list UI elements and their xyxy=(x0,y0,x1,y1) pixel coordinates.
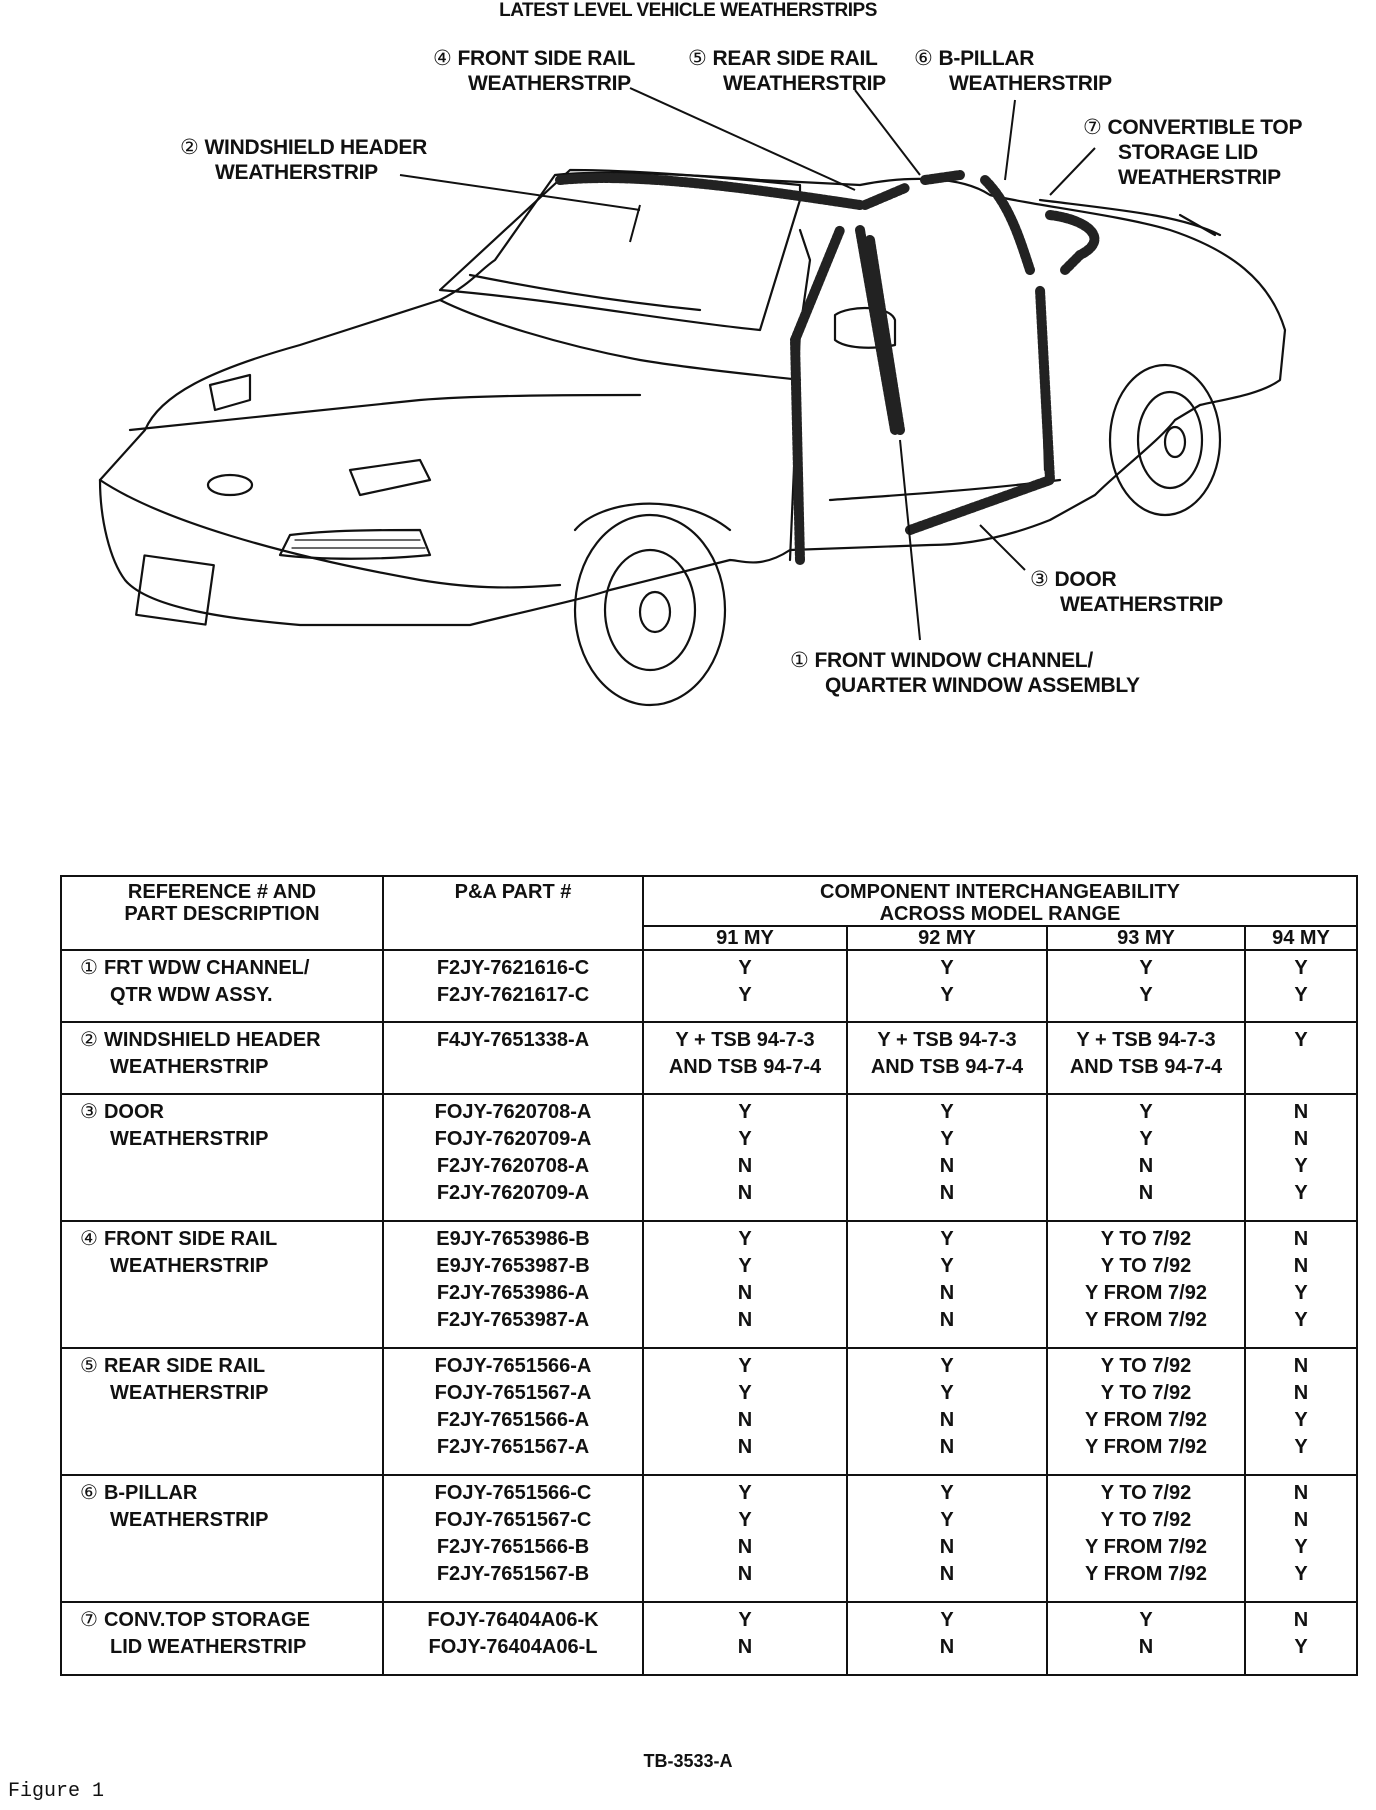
my93-cell-line: N xyxy=(1138,1155,1154,1177)
my94-cell xyxy=(1245,1348,1357,1475)
my92-cell-line: N xyxy=(939,1409,955,1431)
part-description-line xyxy=(80,1099,382,1126)
my91-cell-line: N xyxy=(737,1309,753,1331)
part-description xyxy=(61,1602,383,1675)
part-description xyxy=(61,1022,383,1094)
my94-cell-line: N xyxy=(1293,1355,1309,1377)
my93-cell xyxy=(1047,1602,1245,1675)
my94-cell-line: Y xyxy=(1294,1309,1308,1331)
reference-number: ④ xyxy=(80,1228,98,1250)
header-comp-line2: ACROSS MODEL RANGE xyxy=(879,903,1121,925)
rear-side-rail-strip xyxy=(925,175,960,180)
my92-cell-line: N xyxy=(939,1436,955,1458)
storage-lid-strip xyxy=(1050,215,1094,270)
part-description xyxy=(61,1094,383,1221)
callout-number: ⑥ xyxy=(914,47,933,70)
my94-cell xyxy=(1245,1022,1357,1094)
callout-line1: WINDSHIELD HEADER xyxy=(204,136,427,159)
my93-cell-line: Y TO 7/92 xyxy=(1100,1255,1192,1277)
reference-number: ⑦ xyxy=(80,1609,98,1631)
my92-cell-line: Y xyxy=(940,1482,954,1504)
my93-cell xyxy=(1047,1348,1245,1475)
part-number-line: F2JY-7651567-B xyxy=(436,1563,590,1585)
part-number-line: F2JY-7653987-A xyxy=(436,1309,590,1331)
my92-cell-line: N xyxy=(939,1536,955,1558)
my91-cell-line: N xyxy=(737,1563,753,1585)
callout-line1: REAR SIDE RAIL xyxy=(712,47,878,70)
callout-line2: STORAGE LID xyxy=(1118,141,1258,164)
callout-line2: WEATHERSTRIP xyxy=(468,72,631,95)
part-number-line: FOJY-7620708-A xyxy=(434,1101,592,1123)
figure-label: Figure 1 xyxy=(8,1780,105,1803)
callout-number: ② xyxy=(180,136,199,159)
part-number xyxy=(383,1475,643,1602)
my91-cell-line: Y xyxy=(738,1255,752,1277)
my91-cell xyxy=(643,1022,847,1094)
part-description-line xyxy=(80,1480,382,1507)
part-number-line: E9JY-7653987-B xyxy=(436,1255,590,1277)
part-description xyxy=(61,950,383,1022)
my92-cell-line: N xyxy=(939,1282,955,1304)
my92-cell xyxy=(847,1022,1047,1094)
my91-cell xyxy=(643,1602,847,1675)
my91-cell-line: N xyxy=(737,1536,753,1558)
my92-cell xyxy=(847,1094,1047,1221)
my92-cell-line: N xyxy=(939,1309,955,1331)
my91-cell-line: N xyxy=(737,1282,753,1304)
part-number xyxy=(383,1348,643,1475)
part-number-line: F2JY-7621617-C xyxy=(436,984,590,1006)
my91-cell-line: AND TSB 94-7-4 xyxy=(668,1056,822,1078)
part-number-line: F2JY-7620708-A xyxy=(436,1155,590,1177)
callout-front-window-channel xyxy=(790,648,1140,698)
my93-cell-line: Y FROM 7/92 xyxy=(1085,1409,1207,1431)
my93-cell-line: N xyxy=(1138,1182,1154,1204)
part-number-line: FOJY-7651567-A xyxy=(434,1382,592,1404)
callout-line2: WEATHERSTRIP xyxy=(949,72,1112,95)
part-number-line: FOJY-7620709-A xyxy=(434,1128,592,1150)
table-row xyxy=(61,950,1357,1022)
part-number-line: FOJY-7651566-A xyxy=(434,1355,592,1377)
my91-cell xyxy=(643,1475,847,1602)
callout-windshield-header xyxy=(180,135,427,185)
part-description-line xyxy=(80,1353,382,1380)
reference-number: ③ xyxy=(80,1101,98,1123)
my92-cell xyxy=(847,1221,1047,1348)
door-strip xyxy=(795,230,1050,560)
my91-cell-line: Y + TSB 94-7-3 xyxy=(675,1029,815,1051)
callout-number: ③ xyxy=(1030,568,1049,591)
header-comp-line1: COMPONENT INTERCHANGEABILITY xyxy=(820,881,1180,903)
part-description-line: WEATHERSTRIP xyxy=(110,1255,269,1277)
my94-cell-line: N xyxy=(1293,1609,1309,1631)
part-description-line xyxy=(80,955,382,982)
callout-front-side-rail xyxy=(433,46,635,96)
my91-cell-line: N xyxy=(737,1636,753,1658)
my94-cell-line: N xyxy=(1293,1101,1309,1123)
part-number-line: F2JY-7651567-A xyxy=(436,1436,590,1458)
my91-cell-line: Y xyxy=(738,1101,752,1123)
my92-cell-line: Y xyxy=(940,1355,954,1377)
part-number xyxy=(383,1022,643,1094)
my94-cell-line: Y xyxy=(1294,1436,1308,1458)
my93-cell-line: AND TSB 94-7-4 xyxy=(1069,1056,1223,1078)
my92-cell-line: Y + TSB 94-7-3 xyxy=(877,1029,1017,1051)
my92-cell xyxy=(847,950,1047,1022)
description-text: DOOR xyxy=(103,1101,164,1123)
my91-cell-line: Y xyxy=(738,1128,752,1150)
my92-cell xyxy=(847,1348,1047,1475)
my94-cell xyxy=(1245,1475,1357,1602)
part-description-line: WEATHERSTRIP xyxy=(110,1382,269,1404)
reference-number: ⑥ xyxy=(80,1482,98,1504)
my91-cell-line: Y xyxy=(738,1609,752,1631)
part-description xyxy=(61,1475,383,1602)
front-side-rail-strip xyxy=(865,188,905,205)
my93-cell xyxy=(1047,1094,1245,1221)
callout-number: ④ xyxy=(433,47,452,70)
description-text: CONV.TOP STORAGE xyxy=(103,1609,310,1631)
part-number xyxy=(383,1221,643,1348)
my92-cell-line: N xyxy=(939,1182,955,1204)
my94-cell-line: N xyxy=(1293,1382,1309,1404)
page-title: LATEST LEVEL VEHICLE WEATHERSTRIPS xyxy=(499,0,877,21)
table-row xyxy=(61,1221,1357,1348)
footer-code: TB-3533-A xyxy=(643,1751,733,1771)
my92-cell-line: Y xyxy=(940,1255,954,1277)
callout-number: ⑦ xyxy=(1083,116,1102,139)
part-number-line: F2JY-7621616-C xyxy=(436,957,590,979)
callout-line2: WEATHERSTRIP xyxy=(215,161,378,184)
callout-rear-side-rail xyxy=(688,46,886,96)
my94-cell-line: Y xyxy=(1294,1636,1308,1658)
table-row xyxy=(61,1348,1357,1475)
description-text: B-PILLAR xyxy=(103,1482,198,1504)
my93-cell xyxy=(1047,950,1245,1022)
my91-cell-line: N xyxy=(737,1182,753,1204)
callout-number: ① xyxy=(790,649,809,672)
part-number xyxy=(383,1602,643,1675)
header-reference xyxy=(61,876,383,950)
header-91my: 91 MY xyxy=(643,926,847,950)
my91-cell-line: Y xyxy=(738,1482,752,1504)
callout-line1: DOOR xyxy=(1054,568,1117,591)
part-description xyxy=(61,1221,383,1348)
my94-cell xyxy=(1245,1602,1357,1675)
description-text: WINDSHIELD HEADER xyxy=(103,1029,321,1051)
part-description xyxy=(61,1348,383,1475)
my92-cell-line: N xyxy=(939,1155,955,1177)
my92-cell-line: Y xyxy=(940,1509,954,1531)
my94-cell xyxy=(1245,1094,1357,1221)
my91-cell xyxy=(643,950,847,1022)
callout-door xyxy=(1030,567,1223,617)
header-94my: 94 MY xyxy=(1245,926,1357,950)
my92-cell-line: Y xyxy=(940,1382,954,1404)
my92-cell-line: Y xyxy=(940,1101,954,1123)
part-number-line: F2JY-7620709-A xyxy=(436,1182,590,1204)
my93-cell-line: Y TO 7/92 xyxy=(1100,1355,1192,1377)
callout-line2: WEATHERSTRIP xyxy=(1060,593,1223,616)
header-part-number: P&A PART # xyxy=(383,876,643,950)
description-text: FRT WDW CHANNEL/ xyxy=(103,957,310,979)
my92-cell-line: AND TSB 94-7-4 xyxy=(870,1056,1024,1078)
part-description-line: QTR WDW ASSY. xyxy=(110,984,273,1006)
reference-number: ② xyxy=(80,1029,98,1051)
my94-cell-line: Y xyxy=(1294,1155,1308,1177)
my91-cell-line: Y xyxy=(738,957,752,979)
my94-cell-line: Y xyxy=(1294,957,1308,979)
my94-cell-line: Y xyxy=(1294,1536,1308,1558)
my93-cell-line: Y TO 7/92 xyxy=(1100,1382,1192,1404)
my93-cell xyxy=(1047,1221,1245,1348)
my93-cell-line: Y FROM 7/92 xyxy=(1085,1563,1207,1585)
car-body-outline xyxy=(100,173,1285,625)
part-number-line: FOJY-76404A06-L xyxy=(428,1636,598,1658)
part-description-line xyxy=(80,1226,382,1253)
header-reference-line1: REFERENCE # AND xyxy=(127,881,317,903)
my91-cell xyxy=(643,1094,847,1221)
my91-cell xyxy=(643,1348,847,1475)
part-description-line xyxy=(80,1027,382,1054)
header-reference-line2: PART DESCRIPTION xyxy=(124,903,320,925)
table-row xyxy=(61,1475,1357,1602)
my93-cell-line: N xyxy=(1138,1636,1154,1658)
part-number-line: FOJY-76404A06-K xyxy=(427,1609,599,1631)
my94-cell-line: N xyxy=(1293,1255,1309,1277)
my93-cell-line: Y TO 7/92 xyxy=(1100,1228,1192,1250)
part-number-line: E9JY-7653986-B xyxy=(436,1228,590,1250)
callout-number: ⑤ xyxy=(688,47,707,70)
part-number-line: F2JY-7651566-A xyxy=(436,1409,590,1431)
reference-number: ① xyxy=(80,957,98,979)
my92-cell-line: Y xyxy=(940,1609,954,1631)
my94-cell xyxy=(1245,950,1357,1022)
my92-cell-line: Y xyxy=(940,957,954,979)
my94-cell-line: N xyxy=(1293,1509,1309,1531)
my93-cell-line: Y xyxy=(1139,1101,1153,1123)
my92-cell-line: N xyxy=(939,1636,955,1658)
my93-cell-line: Y xyxy=(1139,957,1153,979)
header-interchangeability xyxy=(643,876,1357,926)
my91-cell xyxy=(643,1221,847,1348)
windshield xyxy=(440,170,800,330)
callout-b-pillar xyxy=(914,46,1112,96)
callout-line2: QUARTER WINDOW ASSEMBLY xyxy=(825,674,1140,697)
my91-cell-line: Y xyxy=(738,1228,752,1250)
my94-cell-line: N xyxy=(1293,1228,1309,1250)
part-number xyxy=(383,1094,643,1221)
part-number-line: FOJY-7651567-C xyxy=(434,1509,592,1531)
my93-cell xyxy=(1047,1022,1245,1094)
callout-line1: B-PILLAR xyxy=(938,47,1035,70)
front-wheel xyxy=(575,515,725,705)
my92-cell-line: Y xyxy=(940,1228,954,1250)
my91-cell-line: Y xyxy=(738,1509,752,1531)
my93-cell-line: Y TO 7/92 xyxy=(1100,1509,1192,1531)
my93-cell-line: Y TO 7/92 xyxy=(1100,1482,1192,1504)
callout-line1: FRONT WINDOW CHANNEL/ xyxy=(814,649,1093,672)
part-description-line: WEATHERSTRIP xyxy=(110,1128,269,1150)
part-description-line: LID WEATHERSTRIP xyxy=(110,1636,307,1658)
interchangeability-table xyxy=(60,875,1358,1676)
my91-cell-line: Y xyxy=(738,984,752,1006)
part-description-line: WEATHERSTRIP xyxy=(110,1056,269,1078)
part-number-line: F2JY-7651566-B xyxy=(436,1536,590,1558)
my92-cell-line: Y xyxy=(940,984,954,1006)
table-row xyxy=(61,1602,1357,1675)
b-pillar-strip xyxy=(985,180,1030,270)
my93-cell-line: Y FROM 7/92 xyxy=(1085,1282,1207,1304)
my94-cell-line: Y xyxy=(1294,1182,1308,1204)
my93-cell-line: Y xyxy=(1139,984,1153,1006)
my94-cell-line: Y xyxy=(1294,1282,1308,1304)
part-number xyxy=(383,950,643,1022)
my94-cell-line: Y xyxy=(1294,1029,1308,1051)
my94-cell-line: N xyxy=(1293,1128,1309,1150)
description-text: FRONT SIDE RAIL xyxy=(103,1228,278,1250)
my93-cell-line: Y xyxy=(1139,1128,1153,1150)
table-row xyxy=(61,1022,1357,1094)
callout-line3: WEATHERSTRIP xyxy=(1118,166,1281,189)
my91-cell-line: N xyxy=(737,1436,753,1458)
my91-cell-line: N xyxy=(737,1155,753,1177)
my93-cell-line: Y FROM 7/92 xyxy=(1085,1309,1207,1331)
my93-cell-line: Y FROM 7/92 xyxy=(1085,1536,1207,1558)
my92-cell-line: Y xyxy=(940,1128,954,1150)
my91-cell-line: N xyxy=(737,1409,753,1431)
table-row xyxy=(61,1094,1357,1221)
header-92my: 92 MY xyxy=(847,926,1047,950)
reference-number: ⑤ xyxy=(80,1355,98,1377)
my94-cell-line: Y xyxy=(1294,984,1308,1006)
callout-convertible-top xyxy=(1083,115,1302,190)
callout-line1: CONVERTIBLE TOP xyxy=(1107,116,1303,139)
callout-line1: FRONT SIDE RAIL xyxy=(457,47,636,70)
my93-cell xyxy=(1047,1475,1245,1602)
my93-cell-line: Y FROM 7/92 xyxy=(1085,1436,1207,1458)
my91-cell-line: Y xyxy=(738,1355,752,1377)
my93-cell-line: Y + TSB 94-7-3 xyxy=(1076,1029,1216,1051)
part-number-line: F2JY-7653986-A xyxy=(436,1282,590,1304)
my94-cell-line: N xyxy=(1293,1482,1309,1504)
my92-cell-line: N xyxy=(939,1563,955,1585)
part-description-line: WEATHERSTRIP xyxy=(110,1509,269,1531)
my94-cell xyxy=(1245,1221,1357,1348)
header-93my: 93 MY xyxy=(1047,926,1245,950)
my94-cell-line: Y xyxy=(1294,1563,1308,1585)
part-number-line: F4JY-7651338-A xyxy=(436,1029,590,1051)
part-description-line xyxy=(80,1607,382,1634)
my93-cell-line: Y xyxy=(1139,1609,1153,1631)
my92-cell xyxy=(847,1475,1047,1602)
my94-cell-line: Y xyxy=(1294,1409,1308,1431)
my91-cell-line: Y xyxy=(738,1382,752,1404)
my92-cell xyxy=(847,1602,1047,1675)
callout-line2: WEATHERSTRIP xyxy=(723,72,886,95)
description-text: REAR SIDE RAIL xyxy=(103,1355,266,1377)
part-number-line: FOJY-7651566-C xyxy=(434,1482,592,1504)
